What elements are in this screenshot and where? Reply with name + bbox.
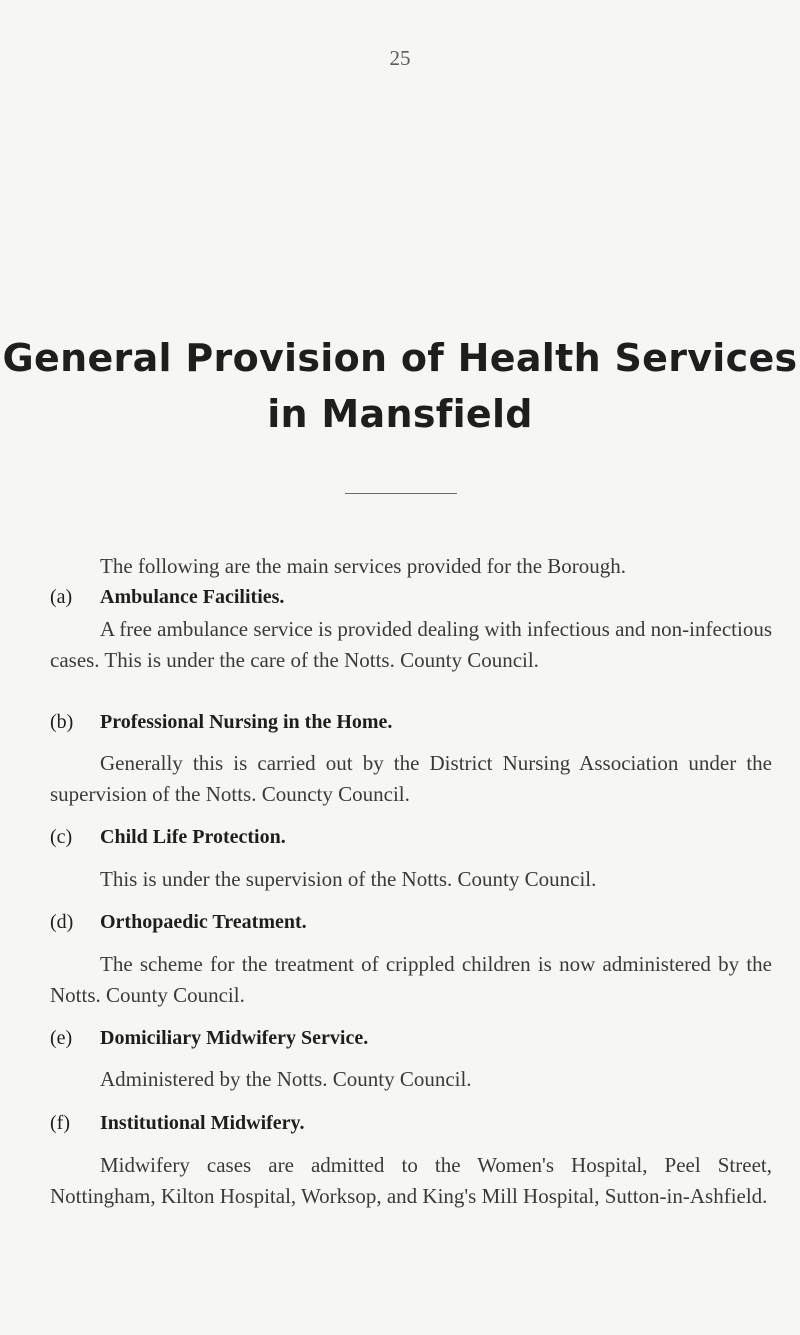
section-title: Orthopaedic Treatment. [100, 911, 307, 933]
section-paragraph: Midwifery cases are admitted to the Women's Hospital, Peel Street, Nottingham, Kilton Hospital, Worksop, and King's Mill Hospital, Sutton-in-Ashfield. [50, 1153, 772, 1208]
section-letter: (a) [50, 586, 73, 608]
section-heading-e [50, 1023, 772, 1054]
page-title [0, 330, 800, 442]
intro-block [50, 551, 772, 613]
section-letter: (c) [50, 826, 73, 848]
section-paragraph: A free ambulance service is provided dealing with infectious and non-infectious cases. This is under the care of the Notts. County Council. [50, 617, 772, 672]
section-paragraph: Administered by the Notts. County Council. [100, 1067, 472, 1091]
section-b [50, 707, 772, 738]
section-heading-f [50, 1108, 772, 1139]
section-title: Professional Nursing in the Home. [100, 711, 393, 733]
page-title-line-2: in Mansfield [267, 392, 533, 436]
section-c-body [50, 864, 772, 895]
section-letter: (f) [50, 1112, 70, 1134]
section-f [50, 1108, 772, 1139]
section-title: Ambulance Facilities. [100, 586, 285, 608]
section-letter: (d) [50, 911, 74, 933]
section-paragraph: Generally this is carried out by the District Nursing Association under the supervision of the Notts. Councty Council. [50, 751, 772, 806]
section-heading-c [50, 822, 772, 853]
section-b-body [50, 748, 772, 810]
section-title: Institutional Midwifery. [100, 1112, 305, 1134]
page-title-line-1: General Provision of Health Services [2, 336, 798, 380]
section-heading-a [50, 582, 772, 613]
section-title: Child Life Protection. [100, 826, 286, 848]
section-d [50, 907, 772, 938]
section-title: Domiciliary Midwifery Service. [100, 1027, 369, 1049]
intro-paragraph: The following are the main services provided for the Borough. [100, 554, 627, 578]
section-letter: (b) [50, 711, 74, 733]
section-a-body [50, 614, 772, 676]
page-number: 25 [389, 46, 411, 70]
section-paragraph: The scheme for the treatment of crippled children is now administered by the Notts. County Council. [50, 952, 772, 1007]
section-c [50, 822, 772, 853]
title-divider [345, 493, 457, 494]
section-heading-b [50, 707, 772, 738]
section-e-body [50, 1064, 772, 1095]
section-letter: (e) [50, 1027, 73, 1049]
section-paragraph: This is under the supervision of the Notts. County Council. [100, 867, 597, 891]
section-f-body [50, 1150, 772, 1212]
section-heading-d [50, 907, 772, 938]
section-d-body [50, 949, 772, 1011]
section-e [50, 1023, 772, 1054]
